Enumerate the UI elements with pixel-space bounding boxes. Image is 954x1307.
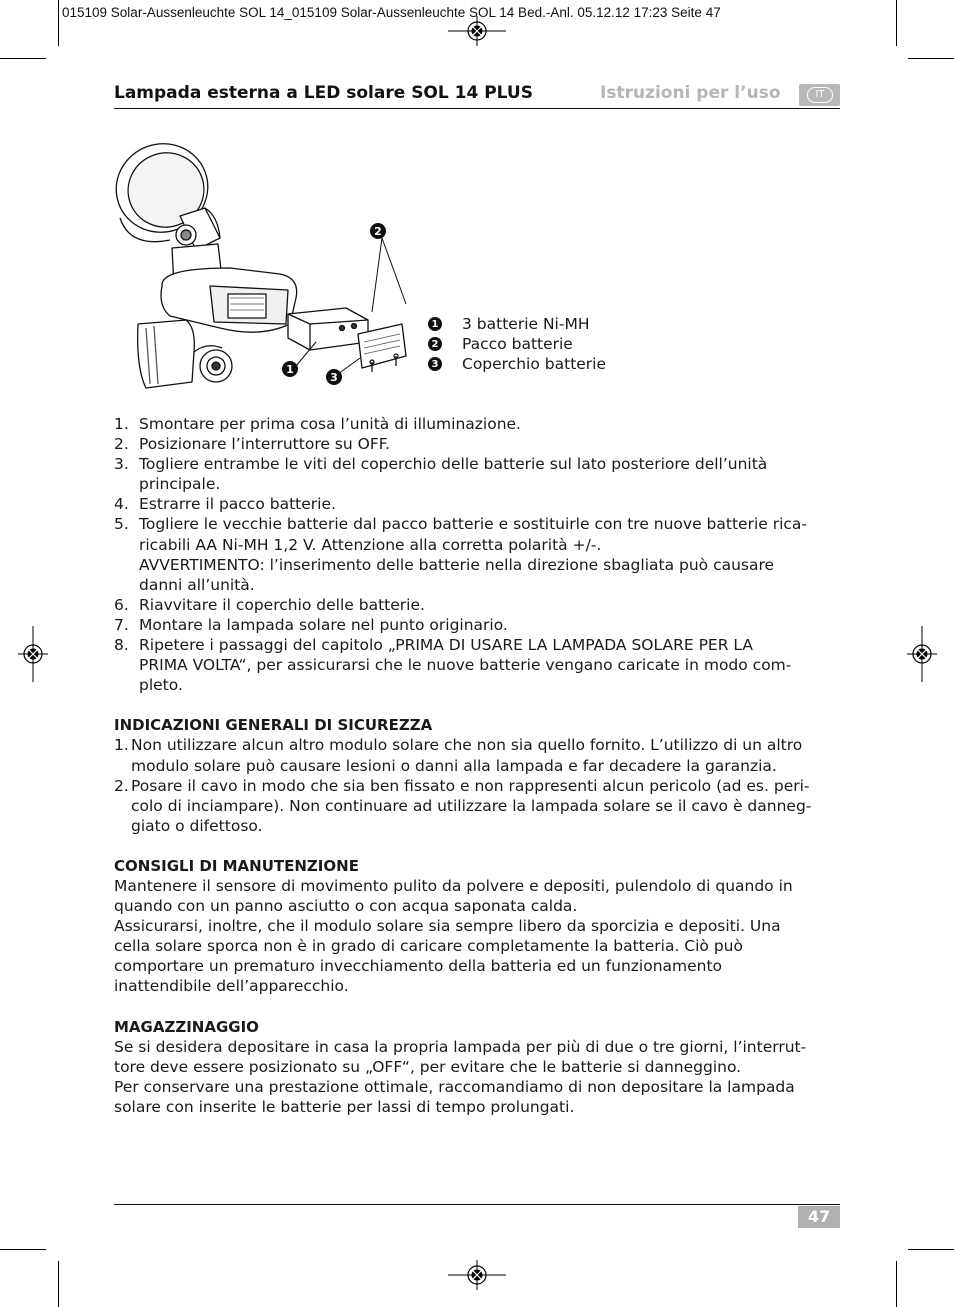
crop-mark [896,0,897,46]
crop-mark [58,0,59,46]
crop-mark [908,1249,954,1250]
crop-mark [58,1261,59,1307]
text-line: colo di inciampare). Non continuare ad utilizzare la lampada solare se il cavo è danneg- [131,796,812,815]
callout-2 [370,223,386,239]
list-item [114,615,836,635]
section-heading-storage: MAGAZZINAGGIO [114,1017,259,1036]
steps-list [114,414,836,695]
text-line: danni all’unità. [139,575,255,594]
print-slug: 015109 Solar-Aussenleuchte SOL 14_015109 Solar-Aussenleuchte SOL 14 Bed.-Anl. 05.12.12 17:23 Seite 47 [62,5,721,20]
storage-paragraph [114,1037,836,1117]
list-number: 5. [114,515,129,534]
list-number: 4. [114,495,129,514]
text-line: Riavvitare il coperchio delle batterie. [139,595,425,614]
list-text [139,635,791,695]
text-line: Ripetere i passaggi del capitolo „PRIMA DI USARE LA LAMPADA SOLARE PER LA [139,636,754,655]
legend-label: Pacco batterie [462,335,573,353]
list-text [139,514,807,594]
list-item [114,414,836,434]
text-line: Togliere entrambe le viti del coperchio delle batterie sul lato posteriore dell’unità [139,455,768,474]
list-text [139,615,508,635]
text-line: giato o difettoso. [131,816,263,835]
list-item [114,735,836,775]
language-code: IT [807,87,833,103]
maintenance-paragraph [114,876,836,997]
text-line: pleto. [139,676,183,695]
text-line: tore deve essere posizionato su „OFF“, per evitare che le batterie si danneggino. [114,1057,742,1076]
list-number: 1. [114,415,129,433]
legend-number: 1 [428,317,442,331]
footer-divider [114,1204,840,1205]
list-number: 8. [114,636,129,655]
page-number: 47 [798,1206,840,1228]
list-number: 2. [114,776,129,795]
instructions-body [114,414,836,1117]
language-badge [799,84,840,106]
text-line: Assicurarsi, inoltre, che il modulo solare sia sempre libero da sporcizia e depositi. Una [114,917,781,936]
list-text [139,595,425,615]
legend-item [428,334,606,354]
text-line: AVVERTIMENTO: l’inserimento delle batterie nella direzione sbagliata può causare [139,555,775,574]
text-line: Mantenere il sensore di movimento pulito da polvere e depositi, pulendolo di quando in [114,876,793,895]
legend-label: Coperchio batterie [462,355,607,373]
crop-mark [896,1261,897,1307]
text-line: quando con un panno asciutto o con acqua saponata calda. [114,897,578,916]
legend-number: 3 [428,357,442,371]
list-item [114,434,836,454]
safety-list [114,735,836,835]
text-line: solare con inserite le batterie per lassi di tempo prolungati. [114,1097,575,1116]
list-text [139,414,521,434]
text-line: Per conservare una prestazione ottimale, raccomandiamo di non depositare la lampada [114,1077,795,1096]
callout-1 [282,361,298,377]
list-number: 2. [114,435,129,454]
callout-3 [326,369,342,385]
list-number: 1. [114,736,129,755]
crop-mark [0,58,46,59]
text-line: modulo solare può causare lesioni o danni alla lampada e far decadere la garanzia. [131,756,777,775]
text-line: Togliere le vecchie batterie dal pacco batterie e sostituirle con tre nuove batterie rica- [139,515,808,534]
text-line: Posizionare l’interruttore su OFF. [139,435,391,454]
crop-mark [908,58,954,59]
text-line: ricabili AA Ni-MH 1,2 V. Attenzione alla corretta polarità +/-. [139,535,602,554]
legend-label: 3 batterie Ni-MH [462,315,590,333]
text-line: inattendibile dell’apparecchio. [114,977,349,996]
page-title: Lampada esterna a LED solare SOL 14 PLUS [114,83,533,103]
text-line: Montare la lampada solare nel punto originario. [139,615,508,634]
list-item [114,635,836,695]
text-line: Estrarre il pacco batterie. [139,495,336,514]
list-text [139,454,767,494]
text-line: cella solare sporca non è in grado di caricare completamente la batteria. Ciò può [114,937,743,956]
registration-mark-bottom [448,1260,506,1290]
list-text [131,735,802,775]
svg-text:3: 3 [330,371,338,384]
page-header [114,83,840,109]
list-item [114,595,836,615]
text-line: PRIMA VOLTA“, per assicurarsi che le nuove batterie vengano caricate in modo com- [139,656,792,675]
text-line: Smontare per prima cosa l’unità di illuminazione. [139,415,521,433]
page-subtitle: Istruzioni per l’uso [600,83,781,103]
list-item [114,776,836,836]
text-line: Non utilizzare alcun altro modulo solare che non sia quello fornito. L’utilizzo di un altro [131,736,803,755]
figure-legend [428,314,606,374]
list-text [131,776,811,836]
text-line: Se si desidera depositare in casa la propria lampada per più di due o tre giorni, l’interrut- [114,1037,807,1056]
list-number: 3. [114,455,129,474]
list-item [114,494,836,514]
list-text [139,494,336,514]
registration-mark-left [18,626,48,682]
legend-number: 2 [428,337,442,351]
svg-text:1: 1 [286,363,294,376]
registration-mark-right [907,626,937,682]
text-line: principale. [139,475,221,494]
list-text [139,434,390,454]
registration-mark-top [448,16,506,46]
legend-item [428,354,606,374]
text-line: Posare il cavo in modo che sia ben fissato e non rappresenti alcun pericolo (ad es. peri- [131,776,810,795]
solar-lamp-illustration [110,128,420,398]
crop-mark [0,1249,46,1250]
legend-item [428,314,606,334]
section-heading-safety: INDICAZIONI GENERALI DI SICUREZZA [114,716,433,735]
section-heading-maintenance: CONSIGLI DI MANUTENZIONE [114,856,359,875]
list-item [114,514,836,594]
list-number: 6. [114,595,129,614]
svg-text:2: 2 [374,225,382,238]
text-line: comportare un prematuro invecchiamento della batteria ed un funzionamento [114,957,723,976]
list-number: 7. [114,615,129,634]
list-item [114,454,836,494]
header-divider [114,108,840,109]
